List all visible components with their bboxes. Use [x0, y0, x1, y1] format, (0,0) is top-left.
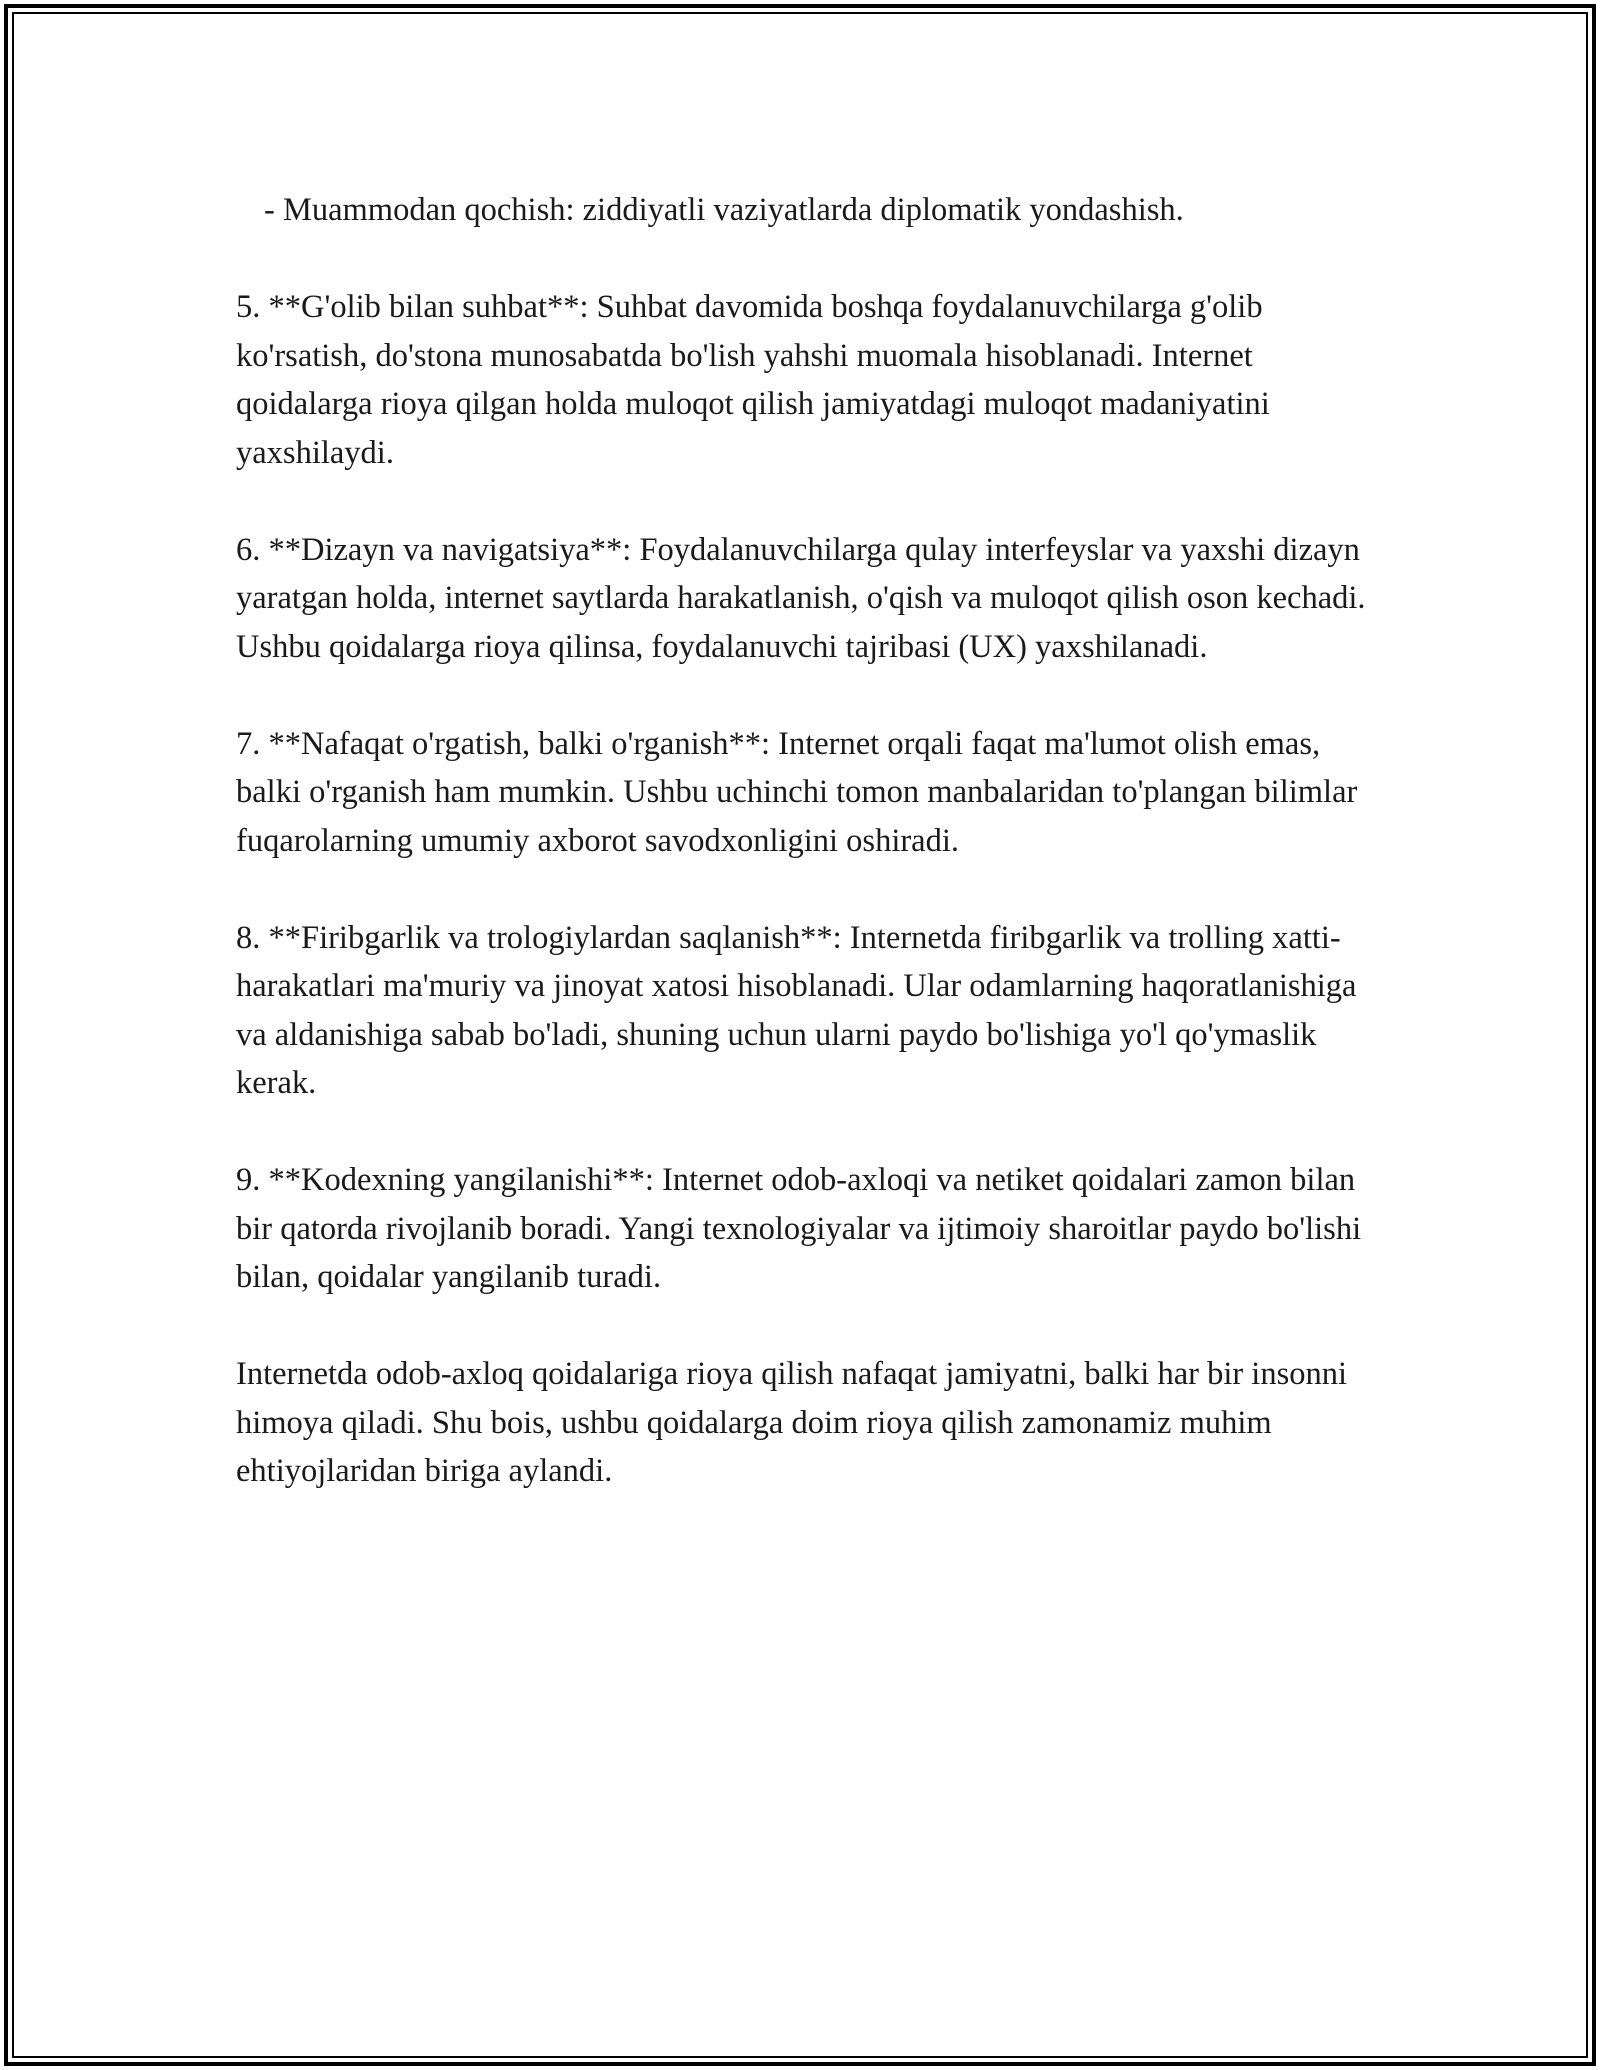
paragraph-item-6: 6. **Dizayn va navigatsiya**: Foydalanuvchilarga qulay interfeyslar va yaxshi dizayn yaratgan holda, internet saytlarda harakatlanish, o'qish va muloqot qilish oson kechadi. Ushbu qoidalarga rioya qilinsa, foydalanuvchi tajribasi (UX) yaxshilanadi. — [236, 531, 1366, 665]
document-body — [236, 186, 1376, 1544]
paragraph-item-7: 7. **Nafaqat o'rgatish, balki o'rganish**: Internet orqali faqat ma'lumot olish emas, balki o'rganish ham mumkin. Ushbu uchinchi tomon manbalaridan to'plangan bilimlar fuqarolarning umumiy axborot savodxonligini oshiradi. — [236, 725, 1358, 859]
paragraph-item-8: 8. **Firibgarlik va trologiylardan saqlanish**: Internetda firibgarlik va trolling xatti-harakatlari ma'muriy va jinoyat xatosi hisoblanadi. Ular odamlarning haqoratlanishiga va aldanishiga sabab bo'ladi, shuning uchun ularni paydo bo'lishiga yo'l qo'ymaslik kerak. — [236, 919, 1357, 1101]
paragraph-item-5: 5. **G'olib bilan suhbat**: Suhbat davomida boshqa foydalanuvchilarga g'olib ko'rsatish, do'stona munosabatda bo'lish yahshi muomala hisoblanadi. Internet qoidalarga rioya qilgan holda muloqot qilish jamiyatdagi muloqot madaniyatini yaxshilaydi. — [236, 289, 1270, 471]
paragraph-conclusion: Internetda odob-axloq qoidalariga rioya qilish nafaqat jamiyatni, balki har bir insonni himoya qiladi. Shu bois, ushbu qoidalarga doim rioya qilish zamonamiz muhim ehtiyojlaridan biriga aylandi. — [236, 1356, 1347, 1489]
paragraph-bullet-muammodan-qochish: - Muammodan qochish: ziddiyatli vaziyatlarda diplomatik yondashish. — [264, 192, 1184, 228]
paragraph-item-9: 9. **Kodexning yangilanishi**: Internet odob-axloqi va netiket qoidalari zamon bilan bir qatorda rivojlanib boradi. Yangi texnologiyalar va ijtimoiy sharoitlar paydo bo'lishi bilan, qoidalar yangilanib turadi. — [236, 1162, 1362, 1295]
